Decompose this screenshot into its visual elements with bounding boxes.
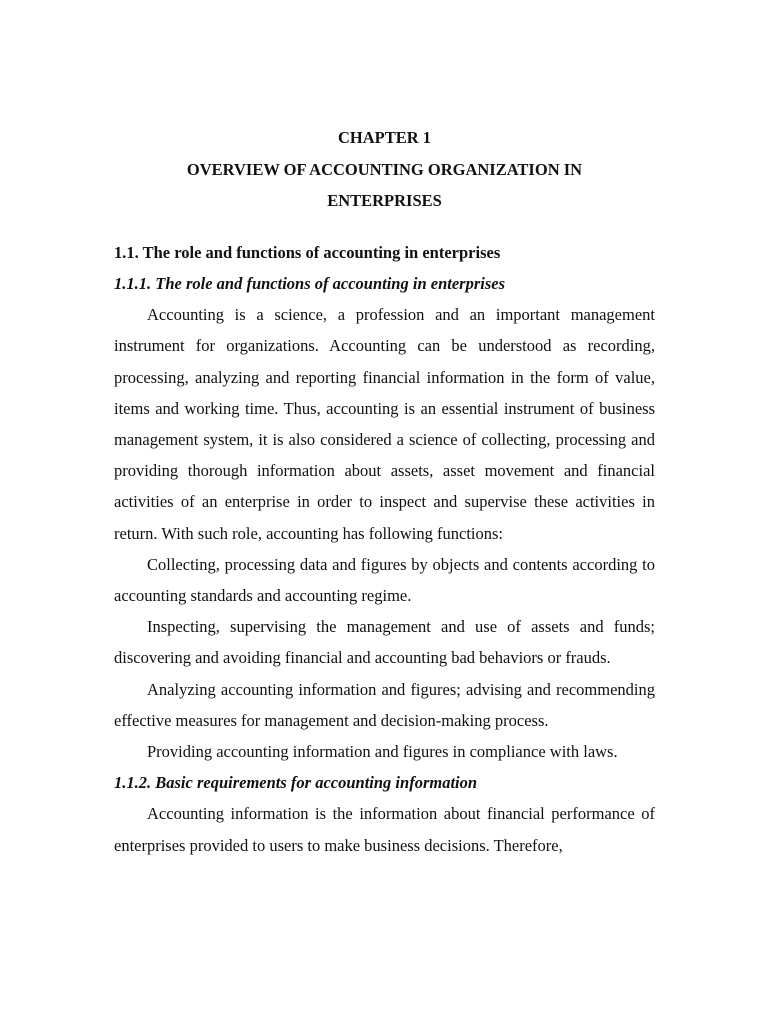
paragraph: Providing accounting information and figures in compliance with laws. [147,742,618,762]
paragraph: Collecting, processing data and figures by objects and contents according to accounting standards and accounting regime. [114,554,655,606]
subsection-heading: 1.1.2. Basic requirements for accounting information [114,773,478,793]
chapter-title: OVERVIEW OF ACCOUNTING ORGANIZATION IN ENTERPRISES [186,159,583,211]
paragraph: Inspecting, supervising the management and use of assets and funds; discovering and avoiding financial and accounting bad behaviors or frauds. [114,617,655,668]
section-heading: 1.1. The role and functions of accounting in enterprises [114,242,501,262]
paragraph: Accounting is a science, a profession and an important management instrument for organizations. Accounting can be understood as recording, processing, analyzing and reporting financial information in the form of value, items and working time. Thus, accounting is an essential instrument of business management system, it is also considered a science of collecting, processing and providing thorough information about assets, asset movement and financial activities of an enterprise in order to inspect and supervise these activities in return. With such role, accounting has following functions: [114,305,655,543]
subsection-heading: 1.1.1. The role and functions of accounting in enterprises [114,273,505,293]
document-page [114,122,655,861]
paragraph: Accounting information is the information about financial performance of enterprises provided to users to make business decisions. Therefore, [114,804,655,855]
chapter-label: CHAPTER 1 [337,128,432,147]
paragraph: Analyzing accounting information and figures; advising and recommending effective measures for management and decision-making process. [114,679,655,730]
